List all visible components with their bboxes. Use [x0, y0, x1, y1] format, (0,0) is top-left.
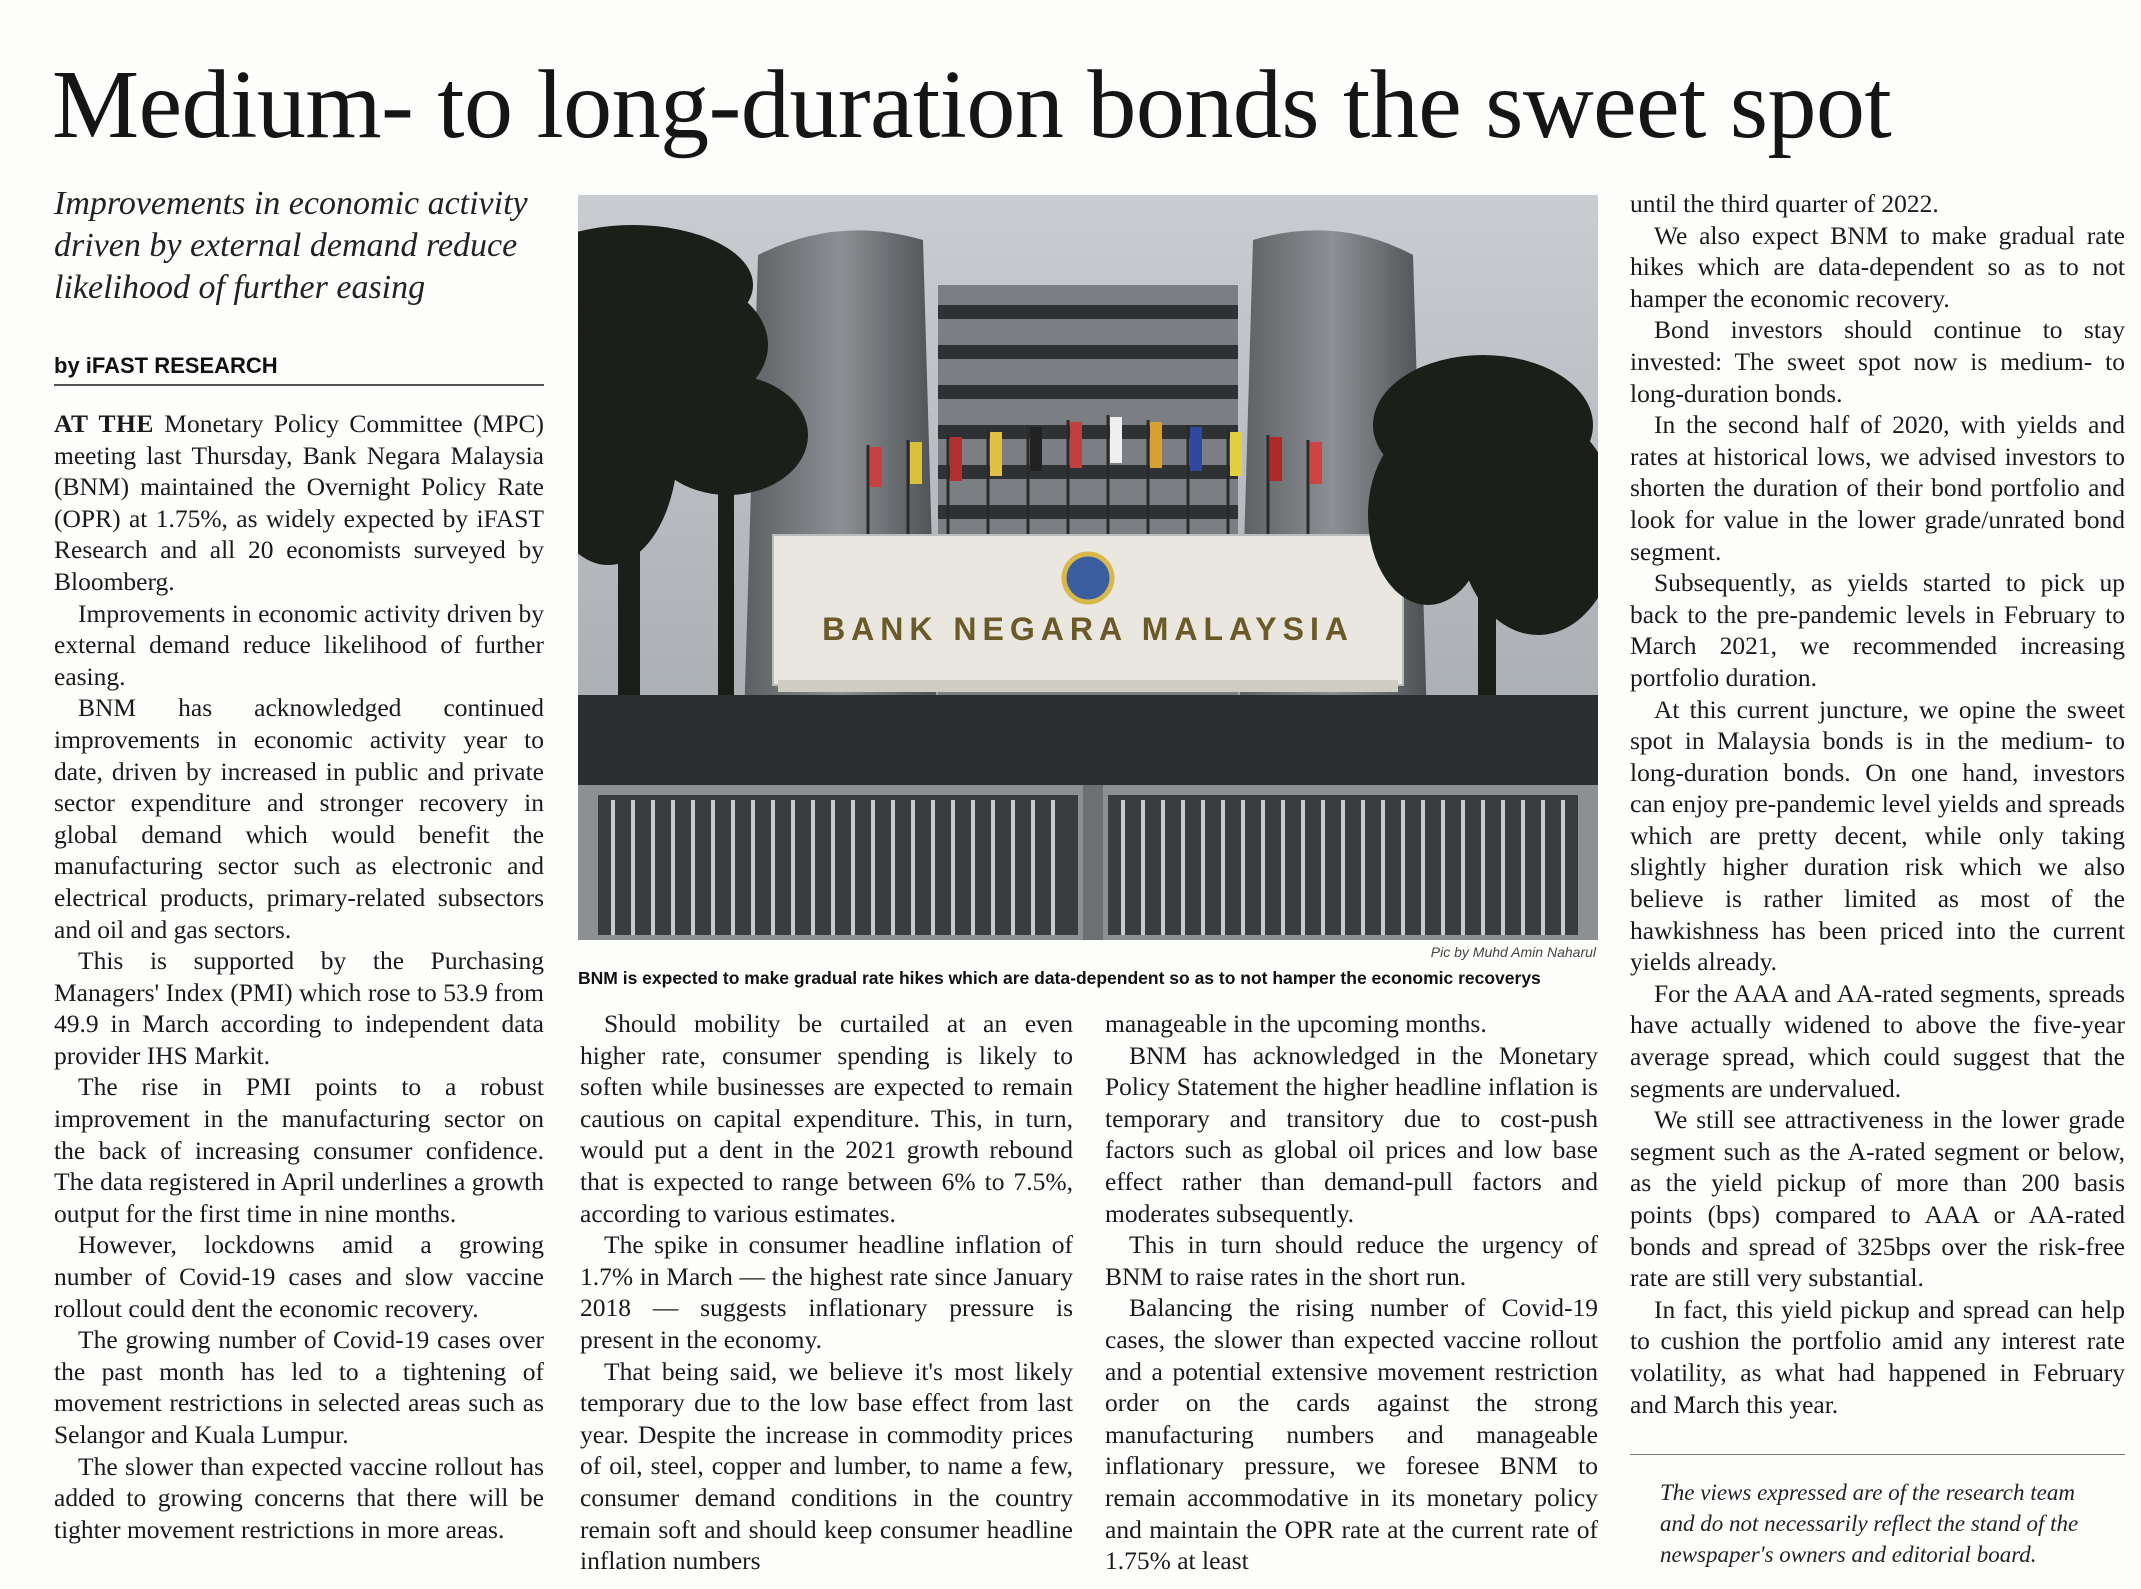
paragraph: In the second half of 2020, with yields and rates at historical lows, we advised investors to shorten the duration of their bond portfolio and look for value in the lower grade/unrated bond segment.	[1630, 410, 2125, 566]
byline: by iFAST RESEARCH	[54, 353, 278, 378]
lead-in: AT THE	[54, 409, 154, 438]
bank-building-photo	[578, 195, 1598, 940]
disclaimer: The views expressed are of the research team and do not necessarily reflect the stand of the newspaper's owners and editorial board.	[1660, 1480, 2079, 1567]
paragraph: That being said, we believe it's most likely temporary due to the low base effect from last year. Despite the increase in commodity prices of oil, steel, copper and lumber, to name a few, consumer demand conditions in the country remain soft and should keep consumer headline inflation numbers	[580, 1356, 1073, 1576]
paragraph: Bond investors should continue to stay invested: The sweet spot now is medium- to long-duration bonds.	[1630, 315, 2125, 408]
paragraph: The slower than expected vaccine rollout has added to growing concerns that there will be tighter movement restrictions in more areas.	[54, 1451, 544, 1544]
standfirst: Improvements in economic activity driven by external demand reduce likelihood of further easing	[54, 185, 528, 306]
news-photo	[578, 195, 1598, 940]
paragraph: This is supported by the Purchasing Managers' Index (PMI) which rose to 53.9 from 49.9 in March according to independent data provider IHS Markit.	[54, 946, 544, 1070]
paragraph: The spike in consumer headline inflation of 1.7% in March — the highest rate since January 2018 — suggests inflationary pressure is present in the economy.	[580, 1230, 1073, 1354]
paragraph: Should mobility be curtailed at an even higher rate, consumer spending is likely to soften while businesses are expected to remain cautious on capital expenditure. This, in turn, would put a dent in the 2021 growth rebound that is expected to range between 6% to 7.5%, according to various estimates.	[580, 1009, 1073, 1228]
paragraph: BNM has acknowledged in the Monetary Policy Statement the higher headline inflation is temporary and transitory due to cost-push factors such as global oil prices and low base effect rather than demand-pull factors and moderates subsequently.	[1105, 1040, 1598, 1228]
paragraph: BNM has acknowledged continued improvements in economic activity year to date, driven by increased in public and private sector expenditure and stronger recovery in global demand which would benefit the manufacturing sector such as electronic and electrical products, primary-related subsectors and oil and gas sectors.	[54, 693, 544, 944]
paragraph: We still see attractiveness in the lower grade segment such as the A-rated segment or below, as the yield pickup of more than 200 basis points (bps) compared to AAA or AA-rated bonds and spread of 325bps over the risk-free rate are still very substantial.	[1630, 1105, 2125, 1293]
photo-caption: BNM is expected to make gradual rate hikes which are data-dependent so as to not hamper the economic recoverys	[578, 968, 1541, 988]
sign-text: BANK NEGARA MALAYSIA	[822, 611, 1354, 647]
column-4	[1630, 188, 2125, 1420]
headline: Medium- to long-duration bonds the sweet spot	[52, 51, 1892, 159]
column-1	[54, 408, 544, 1545]
paragraph: The rise in PMI points to a robust improvement in the manufacturing sector on the back of increasing consumer confidence. The data registered in April underlines a growth output for the first time in nine months.	[54, 1072, 544, 1228]
paragraph: until the third quarter of 2022.	[1630, 189, 1939, 218]
column-3	[1105, 1008, 1598, 1577]
paragraph: AT THE Monetary Policy Committee (MPC) meeting last Thursday, Bank Negara Malaysia (BNM) maintained the Overnight Policy Rate (OPR) at 1.75%, as widely expected by iFAST Research and all 20 economists surveyed by Bloomberg.	[54, 409, 544, 596]
paragraph: In fact, this yield pickup and spread can help to cushion the portfolio amid any interest rate volatility, as what had happened in February and March this year.	[1630, 1294, 2125, 1419]
paragraph: Subsequently, as yields started to pick up back to the pre-pandemic levels in February to March 2021, we recommended increasing portfolio duration.	[1630, 568, 2125, 692]
paragraph: For the AAA and AA-rated segments, spreads have actually widened to above the five-year average spread, which could suggest that the segments are undervalued.	[1630, 978, 2125, 1103]
paragraph: At this current juncture, we opine the sweet spot in Malaysia bonds is in the medium- to long-duration bonds. On one hand, investors can enjoy pre-pandemic level yields and spreads which are pretty decent, while only taking slightly higher duration risk which we also believe is rather limited as most of the hawkishness has been priced into the current yields already.	[1630, 694, 2125, 977]
paragraph: We also expect BNM to make gradual rate hikes which are data-dependent so as to not hamper the economic recovery.	[1630, 220, 2125, 313]
paragraph: manageable in the upcoming months.	[1105, 1009, 1487, 1038]
paragraph: However, lockdowns amid a growing number of Covid-19 cases and slow vaccine rollout could dent the economic recovery.	[54, 1230, 544, 1323]
paragraph: Balancing the rising number of Covid-19 cases, the slower than expected vaccine rollout and a potential extensive movement restriction order on the cards against the strong manufacturing numbers and manageable inflationary pressure, we foresee BNM to remain accommodative in its monetary policy and maintain the OPR rate at the current rate of 1.75% at least	[1105, 1293, 1598, 1576]
byline-rule	[54, 384, 544, 386]
paragraph: The growing number of Covid-19 cases over the past month has led to a tightening of movement restrictions in selected areas such as Selangor and Kuala Lumpur.	[54, 1325, 544, 1449]
paragraph: Improvements in economic activity driven by external demand reduce likelihood of further easing.	[54, 598, 544, 691]
photo-credit: Pic by Muhd Amin Naharul	[1430, 944, 1596, 960]
paragraph: This in turn should reduce the urgency of BNM to raise rates in the short run.	[1105, 1230, 1598, 1291]
disclaimer-rule	[1630, 1454, 2125, 1455]
column-2	[580, 1008, 1073, 1577]
